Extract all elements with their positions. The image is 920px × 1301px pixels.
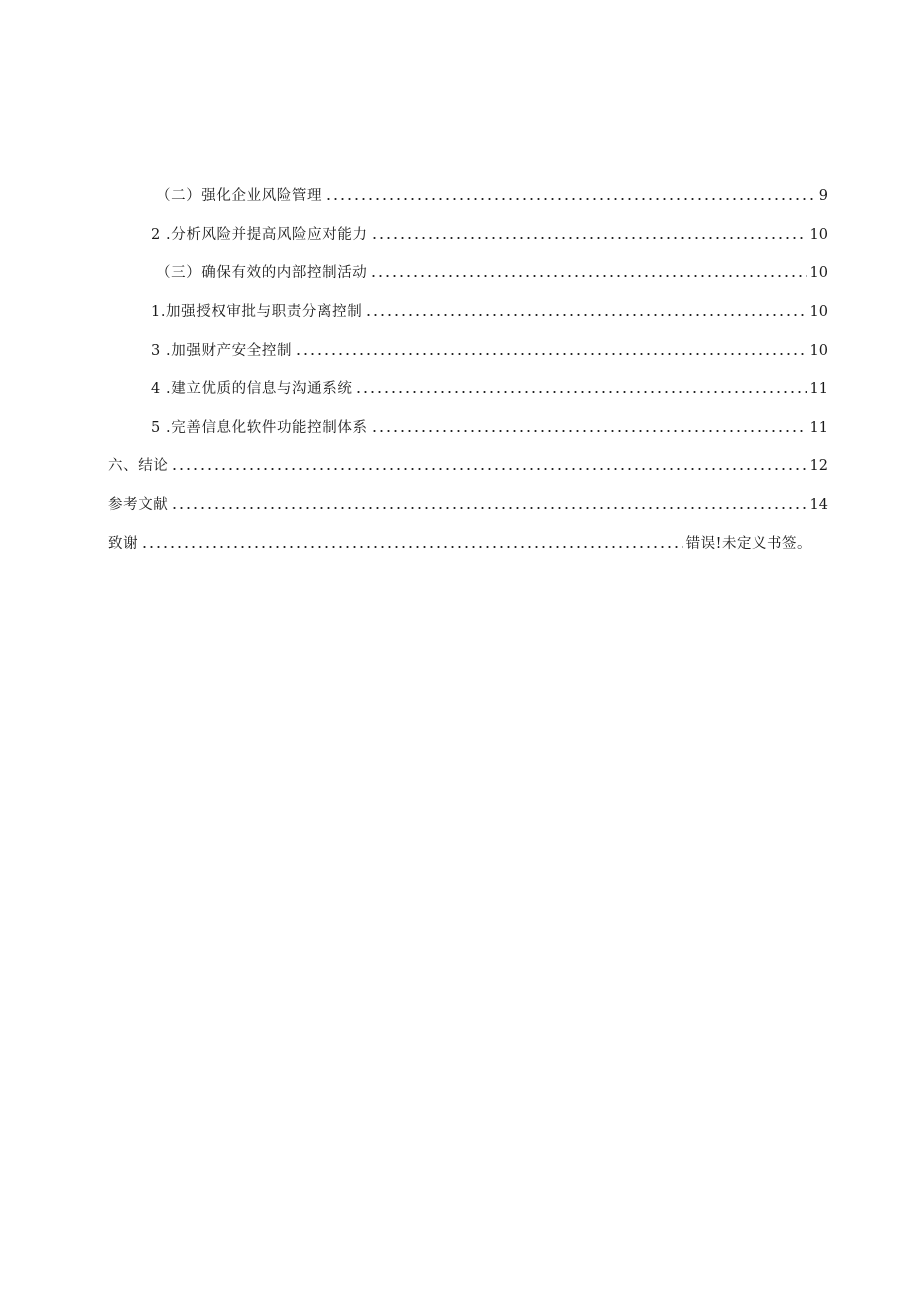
toc-entry-page: 11 [809,420,828,436]
toc-entry-page: 10 [809,227,828,243]
toc-dot-leader [171,505,806,511]
toc-entry-page-error: 错误!未定义书签。 [685,536,812,552]
toc-entry[interactable] [108,491,828,515]
toc-entry-title: 2 .分析风险并提高风险应对能力 [151,227,368,243]
toc-dot-leader [371,428,807,434]
toc-dot-leader [370,273,806,279]
toc-entry-page: 10 [809,304,828,320]
toc-dot-leader [355,389,806,395]
toc-dot-leader [325,196,816,202]
toc-entry[interactable] [156,182,828,206]
toc-dot-leader [141,544,682,550]
toc-entry[interactable] [156,259,828,283]
toc-entry-page: 12 [809,458,828,474]
toc-entry-title: 3 .加强财产安全控制 [151,343,293,359]
toc-dot-leader [295,351,807,357]
toc-entry-title: 1.加强授权审批与职责分离控制 [151,304,363,320]
toc-entry[interactable] [151,298,828,322]
toc-dot-leader [171,466,806,472]
toc-entry[interactable] [108,530,812,554]
toc-entry[interactable] [151,221,828,245]
toc-entry-page: 14 [809,497,828,513]
toc-entry[interactable] [151,375,828,399]
toc-entry-title: 5 .完善信息化软件功能控制体系 [151,420,368,436]
toc-entry[interactable] [108,452,828,476]
toc-entry[interactable] [151,337,828,361]
toc-dot-leader [371,235,807,241]
toc-entry-title: 4 .建立优质的信息与沟通系统 [151,381,353,397]
toc-entry[interactable] [151,414,828,438]
toc-entry-title: 六、结论 [108,458,169,474]
toc-entry-title: 参考文献 [108,497,169,513]
toc-dot-leader [365,312,806,318]
toc-entry-title: （二）强化企业风险管理 [156,188,323,204]
toc-entry-title: （三）确保有效的内部控制活动 [156,265,368,281]
toc-entry-title: 致谢 [108,536,139,552]
toc-entry-page: 9 [818,188,828,204]
toc-entry-page: 10 [809,343,828,359]
toc-entry-page: 11 [809,381,828,397]
toc-entry-page: 10 [809,265,828,281]
